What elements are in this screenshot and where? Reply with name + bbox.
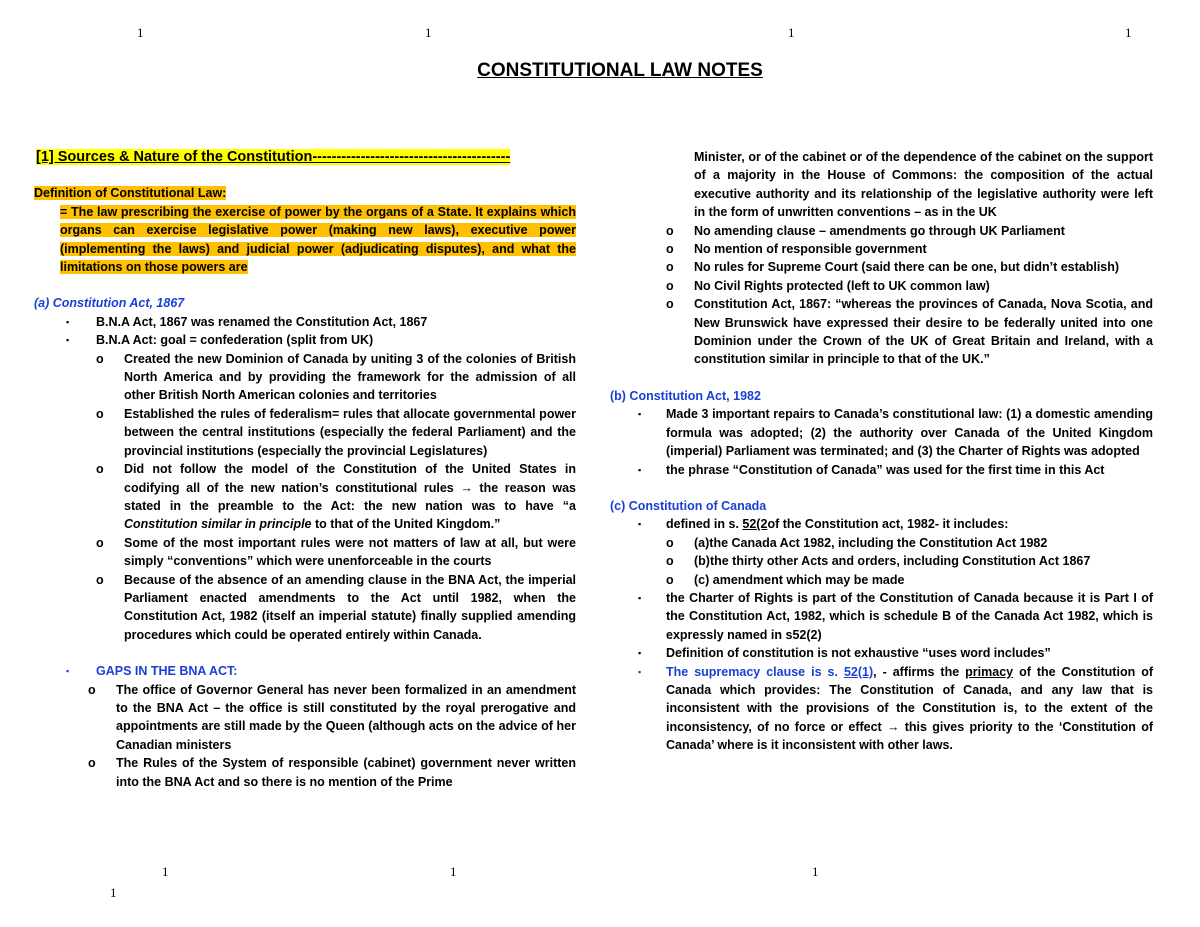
- subsection-a-heading: (a) Constitution Act, 1867: [34, 296, 185, 311]
- square-bullet-icon: ▪: [66, 335, 70, 346]
- page-number: 1: [137, 25, 144, 40]
- list-item-text: (c) amendment which may be made: [694, 572, 905, 587]
- list-item-text: No rules for Supreme Court (said there can be one, but didn’t establish): [694, 260, 1120, 275]
- list-item-text: The Rules of the System of responsible (cabinet) government never written into the BNA Act and so there is no mention of the Prime: [116, 756, 576, 789]
- list-item: [638, 589, 1153, 644]
- definition-heading-text: Definition of Constitutional Law:: [34, 186, 227, 201]
- circle-bullet-icon: o: [666, 297, 674, 312]
- list-item-text: The office of Governor General has never been formalized in an amendment to the BNA Act – the office is still constituted by the royal prerogative and appointments are still made by the Queen (although acts on the advice of her Canadian ministers: [116, 682, 576, 752]
- square-bullet-icon: ▪: [638, 464, 642, 475]
- list-item: [66, 313, 576, 331]
- circle-bullet-icon: o: [666, 278, 674, 293]
- subsection-b-heading: (b) Constitution Act, 1982: [610, 388, 761, 403]
- list-item-text: Created the new Dominion of Canada by uniting 3 of the colonies of British North America and by providing the framework for the admission of all other British North American colonies and territories: [124, 351, 576, 403]
- circle-bullet-icon: o: [666, 242, 674, 257]
- list-item-text: No Civil Rights protected (left to UK common law): [694, 278, 990, 293]
- supremacy-clause-item: [638, 663, 1153, 755]
- circle-bullet-icon: o: [96, 462, 104, 477]
- list-item: [96, 534, 576, 571]
- list-item-text: defined in s.: [666, 517, 743, 532]
- left-column: [34, 148, 576, 791]
- list-item: [638, 515, 1153, 533]
- continuation-text: Minister, or of the cabinet or of the dependence of the cabinet on the support of a majority in the House of Commons: the composition of the actual executive authority and its relationship of the legislative authority were left in the form of unwritten conventions – as in the UK: [694, 150, 1153, 220]
- gaps-heading-text: GAPS IN THE BNA ACT:: [96, 664, 238, 679]
- square-bullet-icon: ▪: [638, 519, 642, 530]
- list-item-text: to that of the United Kingdom.”: [311, 517, 501, 532]
- page-number: 1: [788, 25, 795, 40]
- section-reference: 52(1): [843, 664, 874, 679]
- page-number: 1: [812, 864, 819, 879]
- circle-bullet-icon: o: [666, 535, 674, 550]
- circle-bullet-icon: o: [96, 535, 104, 550]
- list-item: [66, 331, 576, 349]
- list-item: [666, 258, 1153, 276]
- square-bullet-icon: ▪: [638, 666, 642, 677]
- list-item: [666, 295, 1153, 369]
- page-number: 1: [425, 25, 432, 40]
- square-bullet-icon: ▪: [638, 592, 642, 603]
- list-item: [666, 222, 1153, 240]
- list-item-text: of the Constitution act, 1982- it includes:: [767, 517, 1009, 532]
- list-item-text: , - affirms the: [873, 664, 966, 679]
- list-item-text: Some of the most important rules were not matters of law at all, but were simply “conventions” which were unenforceable in the courts: [124, 535, 576, 569]
- circle-bullet-icon: o: [96, 572, 104, 587]
- square-bullet-icon: ▪: [66, 316, 70, 327]
- list-item-text: of the Constitution of Canada which provides: The Constitution of Canada, and any law that is inconsistent with the provisions of the Constitution is, to the extent of the inconsistency, of no force or effect → this gives priority to the ‘Constitution of Canada’ where is it inconsistent with other laws.: [666, 664, 1153, 753]
- list-item: [638, 644, 1153, 662]
- square-bullet-icon: ▪: [638, 409, 642, 420]
- definition-heading: [34, 184, 576, 202]
- circle-bullet-icon: o: [88, 756, 96, 771]
- page-number: 1: [1125, 25, 1132, 40]
- subsection-c-heading: (c) Constitution of Canada: [610, 498, 767, 513]
- square-bullet-icon: ▪: [66, 666, 70, 677]
- list-item-text: Made 3 important repairs to Canada’s constitutional law: (1) a domestic amending formula was adopted; (2) the authority over Canada of the United Kingdom (imperial) Parliament was terminated; and (3) the Charter of Rights was adopted: [666, 407, 1153, 459]
- list-item: [666, 552, 1153, 570]
- circle-bullet-icon: o: [666, 554, 674, 569]
- definition-text: [60, 203, 576, 277]
- supremacy-label: The supremacy clause is s.: [666, 664, 844, 679]
- list-item-text: Did not follow the model of the Constitution of the United States in codifying all of the new nation’s constitutional rules → the reason was stated in the preamble to the Act: the new nation was to have “a: [124, 462, 576, 513]
- list-item-text: Definition of constitution is not exhaustive “uses word includes”: [666, 646, 1051, 661]
- list-item: [96, 405, 576, 460]
- list-item-text: Established the rules of federalism= rules that allocate governmental power between the central institutions (especially the federal Parliament) and the provincial institutions (especially the provincial Legislatures): [124, 406, 576, 458]
- circle-bullet-icon: o: [666, 572, 674, 587]
- list-item: [96, 571, 576, 645]
- page-number: 1: [450, 864, 457, 879]
- circle-bullet-icon: o: [96, 406, 104, 421]
- list-item-text: the phrase “Constitution of Canada” was used for the first time in this Act: [666, 462, 1105, 477]
- list-item-text: the Charter of Rights is part of the Constitution of Canada because it is Part I of the Constitution Act, 1982, which is schedule B of the Canada Act 1982, which is expressly named in s52(2): [666, 590, 1153, 642]
- document-title: CONSTITUTIONAL LAW NOTES: [477, 60, 763, 81]
- list-item-text: (b)the thirty other Acts and orders, including Constitution Act 1867: [694, 554, 1091, 569]
- circle-bullet-icon: o: [666, 260, 674, 275]
- list-item: [666, 240, 1153, 258]
- list-item: [88, 754, 576, 791]
- list-item: [638, 405, 1153, 460]
- gaps-heading: [66, 662, 576, 680]
- page-number: 1: [162, 864, 169, 879]
- list-item: [666, 571, 1153, 589]
- primacy-term: primacy: [965, 664, 1014, 679]
- list-item: [96, 460, 576, 534]
- section-reference: 52(2: [742, 517, 768, 532]
- list-item: [666, 277, 1153, 295]
- circle-bullet-icon: o: [666, 223, 674, 238]
- square-bullet-icon: ▪: [638, 648, 642, 659]
- section-heading: [36, 148, 576, 166]
- list-item-italic: Constitution similar in principle: [124, 517, 312, 532]
- list-item-text: No amending clause – amendments go through UK Parliament: [694, 223, 1065, 238]
- list-item-text: Because of the absence of an amending clause in the BNA Act, the imperial Parliament enacted amendments to the Act until 1982, when the Constitution Act, 1982 (itself an imperial statute) finally supplied amending procedures which could be operated entirely within Canada.: [124, 572, 576, 642]
- circle-bullet-icon: o: [96, 351, 104, 366]
- page-number: 1: [110, 885, 117, 900]
- list-item-text: (a)the Canada Act 1982, including the Constitution Act 1982: [694, 535, 1048, 550]
- list-item-text: Constitution Act, 1867: “whereas the provinces of Canada, Nova Scotia, and New Brunswick have expressed their desire to be federally united into one Dominion under the Crown of the UK of Great Britain and Ireland, with a constitution similar in principle to that of the UK.”: [694, 297, 1153, 367]
- list-item: [96, 350, 576, 405]
- list-item: [666, 534, 1153, 552]
- list-item-text: B.N.A Act: goal = confederation (split from UK): [96, 333, 374, 348]
- list-item: [638, 461, 1153, 479]
- circle-bullet-icon: o: [88, 682, 96, 697]
- list-item-text: No mention of responsible government: [694, 242, 927, 257]
- list-item-text: B.N.A Act, 1867 was renamed the Constitution Act, 1867: [96, 314, 428, 329]
- right-column: [610, 148, 1153, 755]
- section-heading-text: [1] Sources & Nature of the Constitution-----------------------------------------: [36, 149, 511, 165]
- definition-text-span: = The law prescribing the exercise of power by the organs of a State. It explains which organs can exercise legislative power (making new laws), executive power (implementing the laws) and judicial power (adjudicating disputes), and what the limitations on those powers are: [60, 204, 576, 275]
- list-item: [88, 681, 576, 755]
